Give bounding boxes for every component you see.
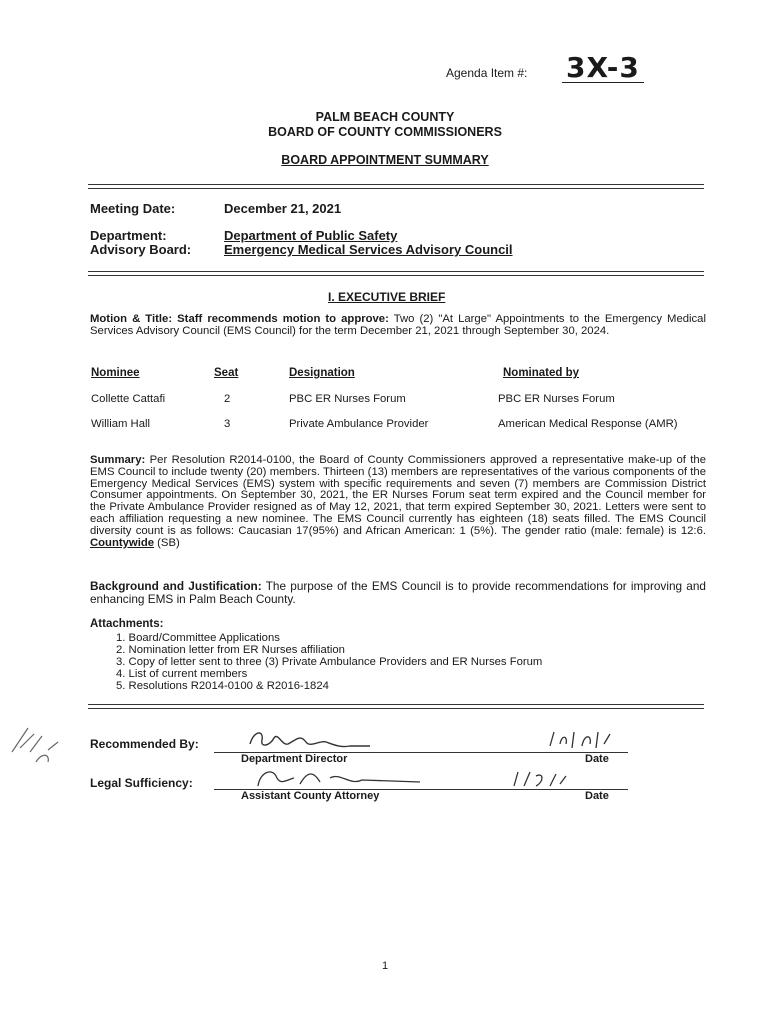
meta-divider (88, 271, 704, 276)
attachment-item: 5. Resolutions R2014-0100 & R2016-1824 (116, 680, 329, 692)
attachment-item: 1. Board/Committee Applications (116, 632, 280, 644)
attachments-label: Attachments: (90, 618, 164, 630)
table-cell-nominated-by: American Medical Response (AMR) (498, 418, 678, 430)
department-director-caption: Department Director (241, 753, 348, 765)
countywide-label: Countywide (90, 536, 155, 549)
table-cell-seat: 3 (224, 418, 231, 430)
legal-sufficiency-label: Legal Sufficiency: (90, 776, 193, 790)
board-heading: BOARD OF COUNTY COMMISSIONERS (268, 125, 502, 139)
table-cell-nominee: William Hall (91, 418, 150, 430)
date-scribble-icon (546, 728, 616, 752)
table-cell-seat: 2 (224, 393, 231, 405)
summary-paragraph (90, 455, 706, 549)
summary-title: BOARD APPOINTMENT SUMMARY (281, 153, 489, 167)
attachment-item: 2. Nomination letter from ER Nurses affiliation (116, 644, 345, 656)
advisory-board-value: Emergency Medical Services Advisory Council (224, 242, 513, 257)
page-number: 1 (381, 960, 389, 972)
department-value: Department of Public Safety (224, 228, 398, 243)
table-cell-designation: PBC ER Nurses Forum (289, 393, 406, 405)
advisory-board-label: Advisory Board: (90, 242, 192, 257)
background-label: Background and Justification: (90, 579, 262, 593)
director-signature-icon (240, 726, 380, 754)
table-cell-nominee: Collette Cattafi (91, 393, 166, 405)
attachment-item: 4. List of current members (116, 668, 248, 680)
table-cell-nominated-by: PBC ER Nurses Forum (498, 393, 615, 405)
summary-text: Per Resolution R2014-0100, the Board of County Commissioners approved a representative make-up of the EMS Council to include twenty (20) members. Thirteen (13) members are representatives of the various components of the Emergency Medical Services (EMS) system with specific requirements and seven (7) members are Commission District Consumer appointments. On September 30, 2021, the ER Nurses Forum seat term expired and the Council member for the Private Ambulance Provider resigned as of May 12, 2021, that term expired September 30, 2021. Letters were sent to each affiliation requesting a new nominee. The EMS Council currently has eighteen (18) seats filled. The EMS Council diversity count is as follows: Caucasian 17(95%) and African American: 1 (5%). The gender ratio (male: female) is 12:6. (90, 454, 706, 537)
nominee-header: Nominee (91, 367, 140, 379)
date-caption: Date (585, 753, 609, 765)
margin-stamp-icon (8, 722, 64, 770)
attorney-signature-icon (250, 766, 430, 792)
seat-header: Seat (214, 367, 239, 379)
header-divider (88, 184, 704, 189)
department-label: Department: (90, 228, 167, 243)
executive-brief-heading: I. EXECUTIVE BRIEF (328, 290, 446, 304)
motion-label: Motion & Title: Staff recommends motion to approve: (90, 313, 389, 325)
summary-label: Summary: (90, 454, 146, 466)
meeting-date-value: December 21, 2021 (224, 201, 342, 216)
background-text: The purpose of the EMS Council is to provide recommendations for improving and enhancing EMS in Palm Beach County. (90, 579, 706, 606)
meeting-date-label: Meeting Date: (90, 201, 176, 216)
county-heading: PALM BEACH COUNTY (315, 110, 455, 124)
recommended-by-label: Recommended By: (90, 737, 199, 751)
motion-text: Two (2) "At Large" Appointments to the Emergency Medical Services Advisory Council (EMS Council) for the term December 21, 2021 through September 30, 2024. (90, 313, 706, 337)
summary-tail: (SB) (154, 536, 180, 549)
attachment-item: 3. Copy of letter sent to three (3) Private Ambulance Providers and ER Nurses Forum (116, 656, 543, 668)
date-caption: Date (585, 790, 609, 802)
nominated-by-header: Nominated by (503, 367, 580, 379)
designation-header: Designation (289, 367, 355, 379)
attachments-divider (88, 704, 704, 709)
background-paragraph (90, 580, 706, 605)
table-cell-designation: Private Ambulance Provider (289, 418, 429, 430)
date-scribble-icon (510, 768, 570, 792)
motion-paragraph (90, 314, 706, 338)
agenda-item-label: Agenda Item #: (446, 66, 528, 80)
assistant-county-attorney-caption: Assistant County Attorney (241, 790, 380, 802)
agenda-item-number: 3X-3 (562, 54, 644, 83)
